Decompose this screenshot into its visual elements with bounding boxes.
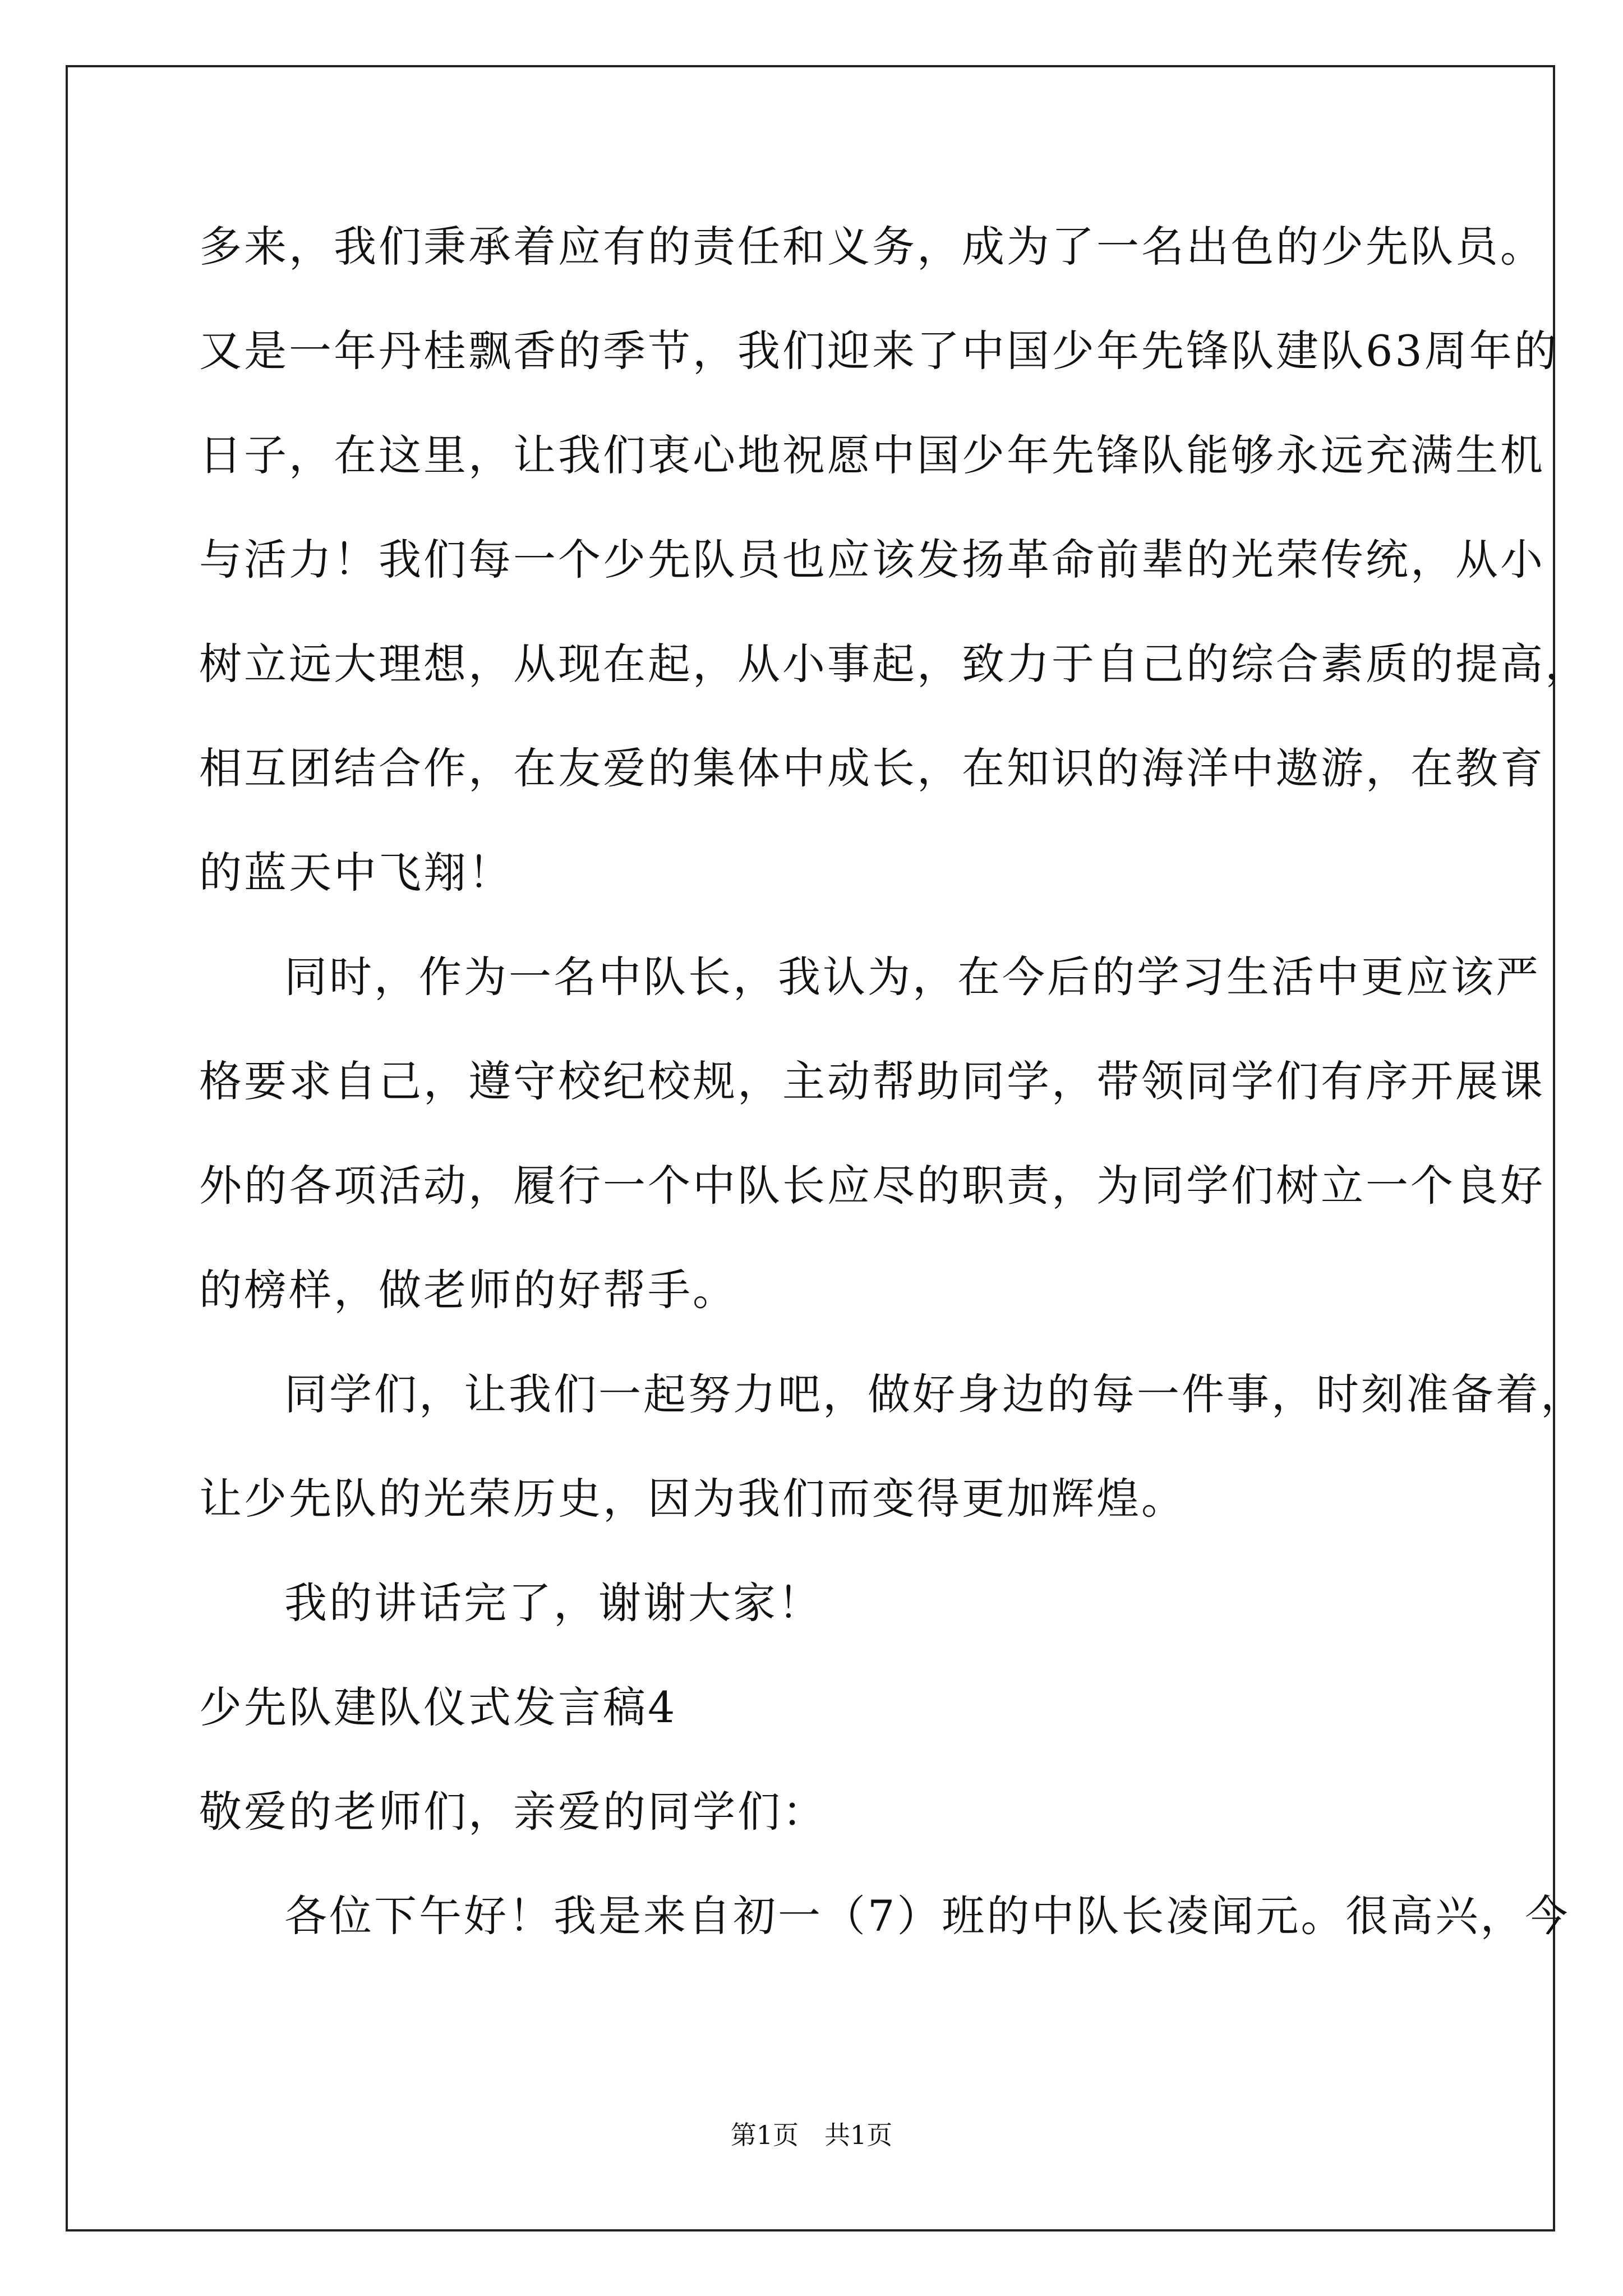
page-footer: 第1页 共1页 — [730, 2120, 893, 2150]
text-line: 各位下午好！我是来自初一（7）班的中队长凌闻元。很高兴，今 — [284, 1891, 1570, 1941]
text-line: 格要求自己，遵守校纪校规，主动帮助同学，带领同学们有序开展课 — [199, 1056, 1545, 1106]
salutation: 敬爱的老师们，亲爱的同学们： — [199, 1787, 827, 1837]
text-line: 同时，作为一名中队长，我认为，在今后的学习生活中更应该严 — [284, 952, 1541, 1002]
text-line: 日子，在这里，让我们衷心地祝愿中国少年先锋队能够永远充满生机 — [199, 430, 1545, 480]
text-line: 让少先队的光荣历史，因为我们而变得更加辉煌。 — [199, 1474, 1186, 1524]
text-line: 多来，我们秉承着应有的责任和义务，成为了一名出色的少先队员。 — [199, 222, 1545, 272]
text-line: 与活力！我们每一个少先队员也应该发扬革命前辈的光荣传统，从小 — [199, 535, 1545, 585]
text-line: 又是一年丹桂飘香的季节，我们迎来了中国少年先锋队建队63周年的 — [199, 326, 1559, 376]
text-line: 外的各项活动，履行一个中队长应尽的职责，为同学们树立一个良好 — [199, 1161, 1545, 1211]
text-line: 的榜样，做老师的好帮手。 — [199, 1265, 737, 1315]
text-line: 我的讲话完了，谢谢大家！ — [284, 1578, 823, 1628]
text-line: 树立远大理想，从现在起，从小事起，致力于自己的综合素质的提高， — [199, 639, 1590, 689]
text-line: 相互团结合作，在友爱的集体中成长，在知识的海洋中遨游，在教育 — [199, 743, 1545, 793]
text-line: 的蓝天中飞翔！ — [199, 848, 513, 898]
document-body — [199, 213, 1590, 1987]
section-title: 少先队建队仪式发言稿4 — [199, 1682, 677, 1732]
text-line: 同学们，让我们一起努力吧，做好身边的每一件事，时刻准备着， — [284, 1369, 1585, 1419]
